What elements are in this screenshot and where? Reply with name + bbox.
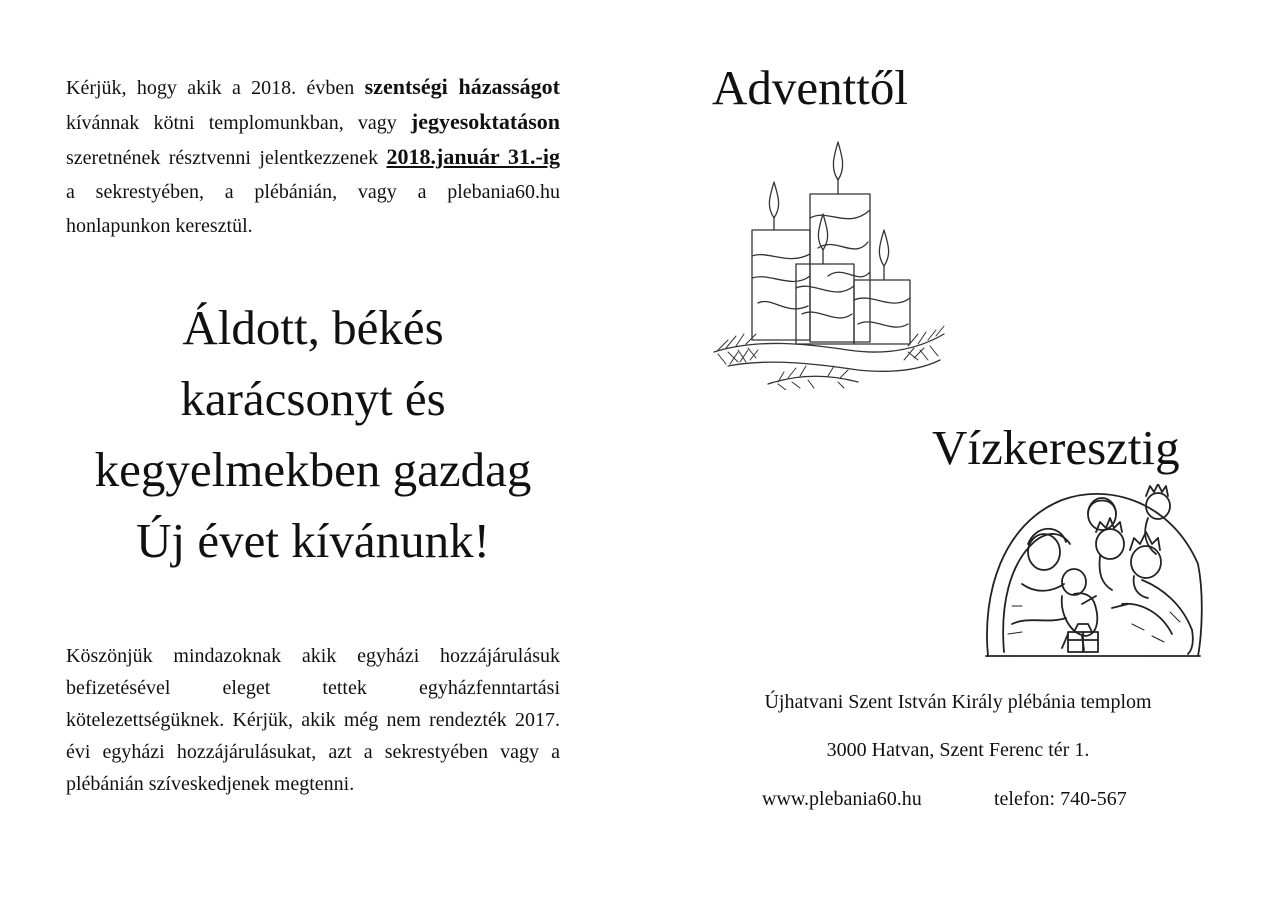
marriage-deadline: 2018.január 31.-ig [386, 144, 560, 169]
nativity-image [982, 484, 1204, 662]
thanks-notice: Köszönjük mindazoknak akik egyházi hozzájárulásuk befizetésével eleget tettek egyházfenntartási kötelezettségüknek. Kérjük, akik még nem rendezték 2017. évi egyházi hozzájárulásukat, azt a sekrestyében vagy a plébánián szíveskedjenek megtenni. [66, 645, 560, 795]
marriage-text-2: kívánnak kötni templomunkban, vagy [66, 112, 411, 134]
marriage-text-1: Kérjük, hogy akik a 2018. évben [66, 77, 365, 99]
marriage-text-4: a sekrestyében, a plébánián, vagy a plebania60.hu honlapunkon keresztül. [66, 181, 560, 237]
title-vizkeresztig: Vízkeresztig [932, 420, 1180, 475]
marriage-notice [66, 70, 560, 243]
church-name: Újhatvani Szent István Király plébánia templom [764, 691, 1152, 713]
church-website[interactable]: www.plebania60.hu [762, 788, 922, 810]
advent-candles-image [708, 138, 948, 390]
title-adventtol: Adventtől [712, 60, 908, 115]
greeting-line-2: karácsonyt és [180, 371, 446, 426]
greeting-line-4: Új évet kívánunk! [136, 513, 490, 568]
greeting-line-3: kegyelmekben gazdag [94, 442, 532, 497]
marriage-bold-course: jegyesoktatáson [410, 109, 560, 134]
greeting-line-1: Áldott, békés [182, 300, 444, 355]
church-phone: telefon: 740-567 [994, 788, 1127, 810]
marriage-bold-sacrament: szentségi házasságot [364, 74, 560, 99]
church-address: 3000 Hatvan, Szent Ferenc tér 1. [826, 739, 1090, 761]
marriage-text-3: szeretnének résztvenni jelentkezzenek [66, 147, 387, 169]
christmas-greeting [40, 292, 586, 576]
